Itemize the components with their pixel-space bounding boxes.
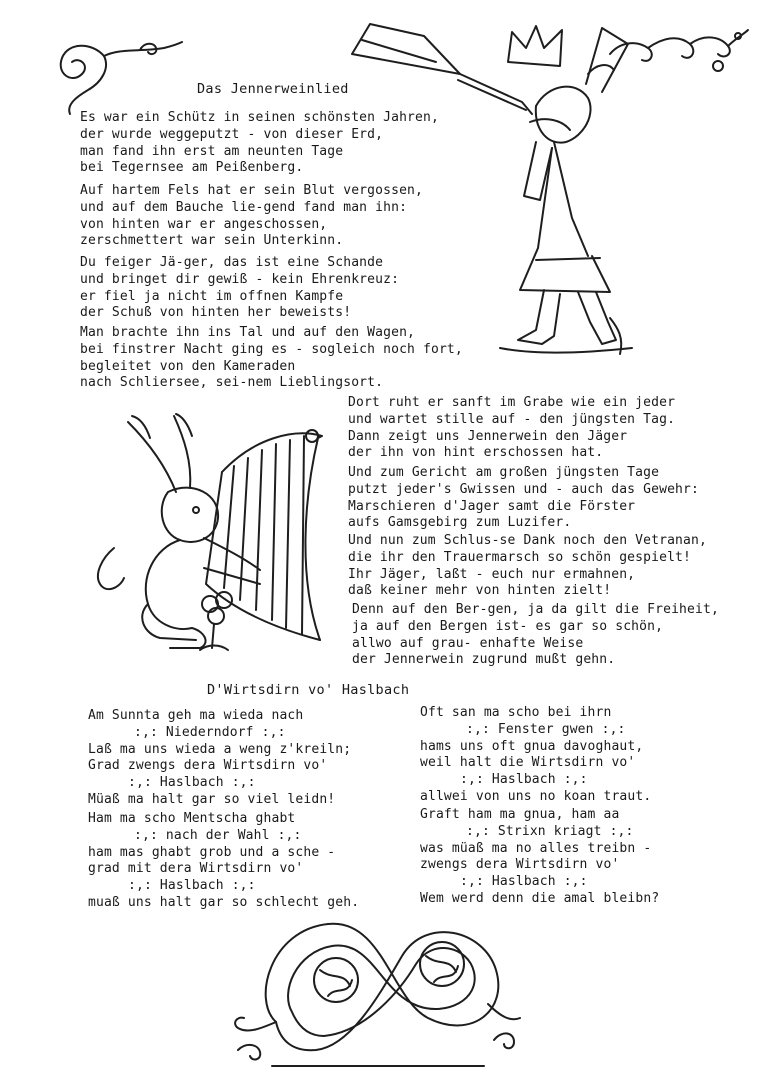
- verse-line: Und nun zum Schlus-se Dank noch den Vetranan,: [348, 533, 707, 548]
- verse-refrain-line: :,: Niederndorf :,:: [134, 724, 286, 740]
- verse-line: der ihn von hint erschossen hat.: [348, 445, 604, 461]
- verse-refrain-line: :,: nach der Wahl :,:: [134, 827, 302, 843]
- verse-line: Müaß ma halt gar so viel leidn!: [88, 791, 336, 807]
- verse-line: der Jennerwein zugrund mußt gehn.: [352, 652, 616, 668]
- verse-stanza: [420, 807, 659, 908]
- song-title: D'Wirtsdirn vo' Haslbach: [207, 682, 410, 698]
- verse-line: und wartet stille auf - den jüngsten Tag.: [348, 411, 676, 427]
- verse-refrain-line: :,: Strixn kriagt :,:: [466, 823, 634, 839]
- verse-line: Marschieren d'Jager samt die Förster: [348, 498, 636, 514]
- verse-line: Ihr Jäger, laßt - euch nur ermahnen,: [348, 566, 636, 582]
- verse-line: die ihr den Trauermarsch so schön gespielt!: [348, 549, 691, 565]
- verse-line: Oft san ma scho bei ihrn: [420, 705, 612, 720]
- verse-line: begleitet von den Kameraden: [80, 358, 296, 374]
- verse-stanza: [348, 533, 707, 600]
- verse-line: bei finstrer Nacht ging es - sogleich noch fort,: [80, 341, 463, 357]
- verse-stanza: [80, 110, 439, 177]
- verse-line: Du feiger Jä-ger, das ist eine Schande: [80, 255, 384, 270]
- song-title: Das Jennerweinlied: [197, 81, 349, 97]
- verse-refrain-line: :,: Fenster gwen :,:: [466, 721, 626, 737]
- verse-line: weil halt die Wirtsdirn vo': [420, 755, 636, 771]
- verse-refrain-line: :,: Haslbach :,:: [128, 775, 256, 791]
- verse-line: daß keiner mehr von hinten zielt!: [348, 583, 612, 599]
- verse-line: der wurde weggeputzt - von dieser Erd,: [80, 126, 384, 142]
- verse-line: Man brachte ihn ins Tal und auf den Wagen,: [80, 325, 416, 340]
- verse-line: Wem werd denn die amal bleibn?: [420, 890, 660, 906]
- verse-line: zwengs dera Wirtsdirn vo': [420, 857, 620, 873]
- verse-line: er fiel ja nicht im offnen Kampfe: [80, 288, 344, 304]
- verse-line: bei Tegernsee am Peißenberg.: [80, 160, 304, 176]
- flourish-ornament-icon: [44, 38, 184, 118]
- verse-line: grad mit dera Wirtsdirn vo': [88, 861, 304, 877]
- verse-line: Dort ruht er sanft im Grabe wie ein jeder: [348, 395, 676, 410]
- verse-line: zerschmettert war sein Unterkinn.: [80, 233, 344, 249]
- verse-stanza: [80, 255, 399, 322]
- pretzel-ornament-illustration: [232, 900, 522, 1072]
- verse-line: allwei von uns no koan traut.: [420, 788, 652, 804]
- verse-refrain-line: :,: Haslbach :,:: [128, 878, 256, 894]
- verse-line: und auf dem Bauche lie-gend fand man ihn:: [80, 199, 408, 215]
- verse-line: Ham ma scho Mentscha ghabt: [88, 811, 296, 826]
- verse-line: aufs Gamsgebirg zum Luzifer.: [348, 515, 572, 531]
- verse-line: putzt jeder's Gwissen und - auch das Gewehr:: [348, 481, 699, 497]
- verse-line: ham mas ghabt grob und a sche -: [88, 844, 336, 860]
- verse-stanza: [88, 811, 359, 912]
- verse-line: ja auf den Bergen ist- es gar so schön,: [352, 618, 664, 634]
- verse-refrain-line: :,: Haslbach :,:: [460, 772, 588, 788]
- verse-line: Auf hartem Fels hat er sein Blut vergossen,: [80, 183, 423, 198]
- verse-stanza: [80, 183, 423, 250]
- verse-stanza: [352, 602, 719, 669]
- verse-stanza: [88, 708, 351, 809]
- verse-line: was müaß ma no alles treibn -: [420, 840, 652, 856]
- rabbit-harp-illustration: [84, 408, 334, 652]
- verse-line: nach Schliersee, sei-nem Lieblingsort.: [80, 375, 384, 391]
- verse-line: Es war ein Schütz in seinen schönsten Jahren,: [80, 110, 439, 125]
- verse-line: und bringet dir gewiß - kein Ehrenkreuz:: [80, 271, 400, 287]
- verse-line: man fand ihn erst am neunten Tage: [80, 143, 344, 159]
- verse-line: Laß ma uns wieda a weng z'kreiln;: [88, 741, 352, 757]
- verse-line: von hinten war er angeschossen,: [80, 216, 328, 232]
- verse-line: Denn auf den Ber-gen, ja da gilt die Freiheit,: [352, 602, 719, 617]
- verse-stanza: [348, 465, 699, 532]
- verse-refrain-line: :,: Haslbach :,:: [460, 874, 588, 890]
- verse-stanza: [420, 705, 651, 806]
- verse-line: Und zum Gericht am großen jüngsten Tage: [348, 465, 660, 480]
- verse-line: der Schuß von hinten her beweists!: [80, 305, 352, 321]
- verse-line: Grad zwengs dera Wirtsdirn vo': [88, 758, 328, 774]
- verse-line: Graft ham ma gnua, ham aa: [420, 807, 620, 822]
- verse-line: Dann zeigt uns Jennerwein den Jäger: [348, 428, 628, 444]
- verse-line: hams uns oft gnua davoghaut,: [420, 738, 644, 754]
- verse-line: Am Sunnta geh ma wieda nach: [88, 708, 304, 723]
- verse-stanza: [348, 395, 675, 462]
- verse-stanza: [80, 325, 463, 392]
- verse-line: muaß uns halt gar so schlecht geh.: [88, 894, 360, 910]
- verse-line: allwo auf grau- enhafte Weise: [352, 635, 584, 651]
